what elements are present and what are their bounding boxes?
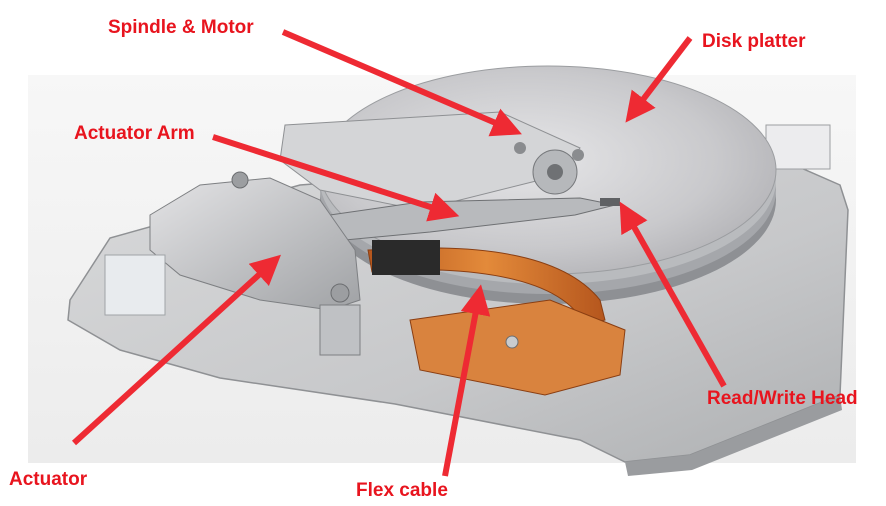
label-actuator-arm: Actuator Arm [74, 123, 195, 144]
arrow-disk-platter [632, 38, 690, 114]
arrow-actuator [74, 262, 273, 443]
arrow-read-write-head [625, 211, 724, 386]
arrow-flex-cable [445, 295, 479, 476]
label-disk-platter: Disk platter [702, 31, 806, 52]
arrow-spindle-motor [283, 32, 512, 130]
label-flex-cable: Flex cable [356, 480, 448, 501]
arrow-actuator-arm [213, 137, 449, 213]
label-actuator: Actuator [9, 469, 88, 490]
label-read-write-head: Read/Write Head [707, 388, 858, 409]
label-spindle-motor: Spindle & Motor [108, 17, 254, 38]
